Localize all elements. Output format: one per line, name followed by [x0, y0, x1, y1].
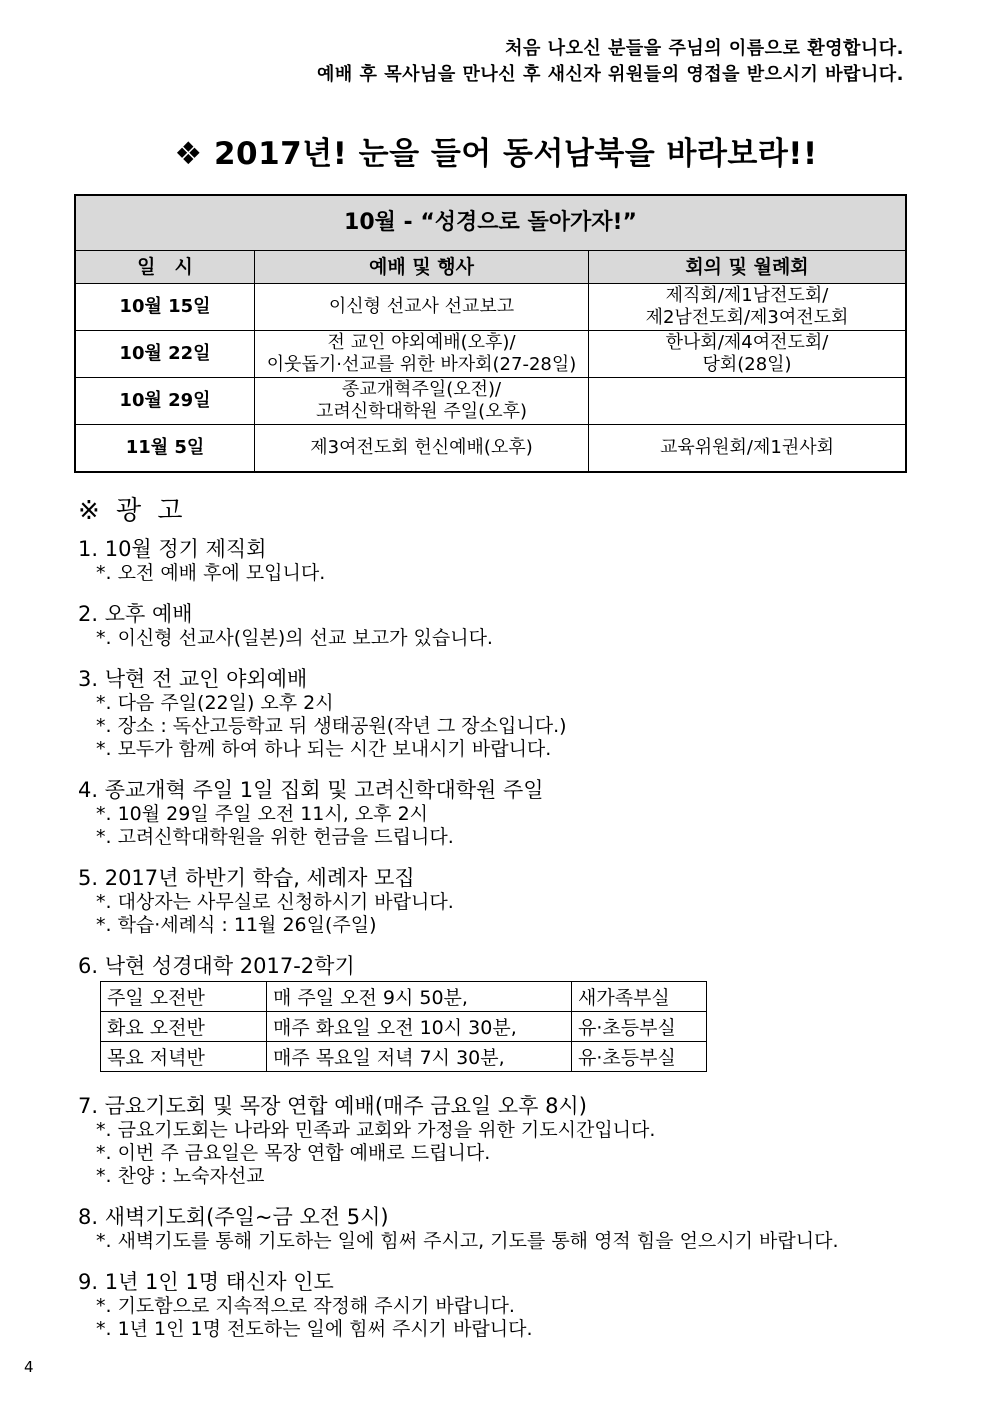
study-schedule-table	[100, 981, 707, 1072]
list-item	[78, 537, 958, 585]
row-date: 11월 5일	[75, 425, 255, 473]
ad-note: *. 이신형 선교사(일본)의 선교 보고가 있습니다.	[96, 627, 493, 649]
ad-title: 9. 1년 1인 1명 태신자 인도	[78, 1270, 334, 1294]
row-meeting: 제직회/제1남전도회/ 제2남전도회/제3여전도회	[589, 284, 907, 331]
announcements	[78, 537, 958, 1358]
ad-note: *. 새벽기도를 통해 기도하는 일에 힘써 주시고, 기도를 통해 영적 힘을 얻으시기 바랍니다.	[96, 1230, 839, 1252]
header-date: 일 시	[75, 251, 255, 284]
header-meeting: 회의 및 월례회	[589, 251, 907, 284]
ad-title: 1. 10월 정기 제직회	[78, 537, 267, 561]
study-room: 유·초등부실	[572, 1012, 707, 1042]
table-row	[101, 982, 707, 1012]
study-class: 목요 저녁반	[101, 1042, 267, 1072]
welcome-line-2: 예배 후 목사님을 만나신 후 새신자 위원들의 영접을 받으시기 바랍니다.	[317, 64, 904, 85]
list-item	[78, 1270, 958, 1341]
schedule-table	[74, 194, 907, 473]
ad-title: 4. 종교개혁 주일 1일 집회 및 고려신학대학원 주일	[78, 778, 544, 802]
row-event: 종교개혁주일(오전)/ 고려신학대학원 주일(오후)	[255, 378, 589, 425]
study-room: 새가족부실	[572, 982, 707, 1012]
study-time: 매 주일 오전 9시 50분,	[267, 982, 572, 1012]
header-event: 예배 및 행사	[255, 251, 589, 284]
study-class: 화요 오전반	[101, 1012, 267, 1042]
row-event: 전 교인 야외예배(오후)/ 이웃돕기·선교를 위한 바자회(27-28일)	[255, 331, 589, 378]
ad-note: *. 이번 주 금요일은 목장 연합 예배로 드립니다.	[96, 1142, 491, 1164]
row-event: 이신형 선교사 선교보고	[255, 284, 589, 331]
ad-title: 7. 금요기도회 및 목장 연합 예배(매주 금요일 오후 8시)	[78, 1094, 587, 1118]
row-meeting: 교육위원회/제1권사회	[589, 425, 907, 473]
ad-note: *. 10월 29일 주일 오전 11시, 오후 2시	[96, 803, 429, 825]
ad-note: *. 오전 예배 후에 모입니다.	[96, 562, 326, 584]
ad-note: *. 장소 : 독산고등학교 뒤 생태공원(작년 그 장소입니다.)	[96, 715, 567, 737]
study-time: 매주 목요일 저녁 7시 30분,	[267, 1042, 572, 1072]
ad-title: 3. 낙현 전 교인 야외예배	[78, 667, 308, 691]
row-date: 10월 15일	[75, 284, 255, 331]
schedule-header-row	[75, 251, 906, 284]
row-event: 제3여전도회 헌신예배(오후)	[255, 425, 589, 473]
row-meeting	[589, 378, 907, 425]
table-row	[75, 378, 906, 425]
ad-note: *. 고려신학대학원을 위한 헌금을 드립니다.	[96, 826, 454, 848]
ad-note: *. 대상자는 사무실로 신청하시기 바랍니다.	[96, 891, 454, 913]
ad-note: *. 찬양 : 노숙자선교	[96, 1165, 265, 1187]
table-row	[101, 1042, 707, 1072]
schedule-month-title: 10월 - “성경으로 돌아가자!”	[75, 195, 906, 251]
list-item	[78, 1205, 958, 1253]
list-item	[78, 866, 958, 937]
ad-note: *. 학습·세례식 : 11월 26일(주일)	[96, 914, 377, 936]
ad-title: 2. 오후 예배	[78, 602, 193, 626]
ad-note: *. 기도함으로 지속적으로 작정해 주시기 바랍니다.	[96, 1295, 515, 1317]
list-item	[78, 954, 958, 1072]
study-class: 주일 오전반	[101, 982, 267, 1012]
row-meeting: 한나회/제4여전도회/ 당회(28일)	[589, 331, 907, 378]
study-time: 매주 화요일 오전 10시 30분,	[267, 1012, 572, 1042]
ads-title: ※ 광 고	[78, 496, 187, 526]
study-room: 유·초등부실	[572, 1042, 707, 1072]
welcome-line-1: 처음 나오신 분들을 주님의 이름으로 환영합니다.	[505, 38, 904, 59]
table-row	[75, 331, 906, 378]
ad-title: 6. 낙현 성경대학 2017-2학기	[78, 954, 355, 978]
ad-note: *. 1년 1인 1명 전도하는 일에 힘써 주시기 바랍니다.	[96, 1318, 533, 1340]
table-row	[75, 425, 906, 473]
list-item	[78, 778, 958, 849]
ad-note: *. 다음 주일(22일) 오후 2시	[96, 692, 334, 714]
ad-note: *. 금요기도회는 나라와 민족과 교회와 가정을 위한 기도시간입니다.	[96, 1119, 656, 1141]
table-row	[101, 1012, 707, 1042]
row-date: 10월 29일	[75, 378, 255, 425]
ad-note: *. 모두가 함께 하여 하나 되는 시간 보내시기 바랍니다.	[96, 738, 552, 760]
ad-title: 8. 새벽기도회(주일~금 오전 5시)	[78, 1205, 389, 1229]
ad-title: 5. 2017년 하반기 학습, 세례자 모집	[78, 866, 415, 890]
welcome-message	[317, 36, 904, 88]
list-item	[78, 667, 958, 761]
page-title: ❖ 2017년! 눈을 들어 동서남북을 바라보라!!	[174, 136, 818, 172]
page-number: 4	[24, 1358, 34, 1376]
table-row	[75, 284, 906, 331]
list-item	[78, 1094, 958, 1188]
list-item	[78, 602, 958, 650]
row-date: 10월 22일	[75, 331, 255, 378]
